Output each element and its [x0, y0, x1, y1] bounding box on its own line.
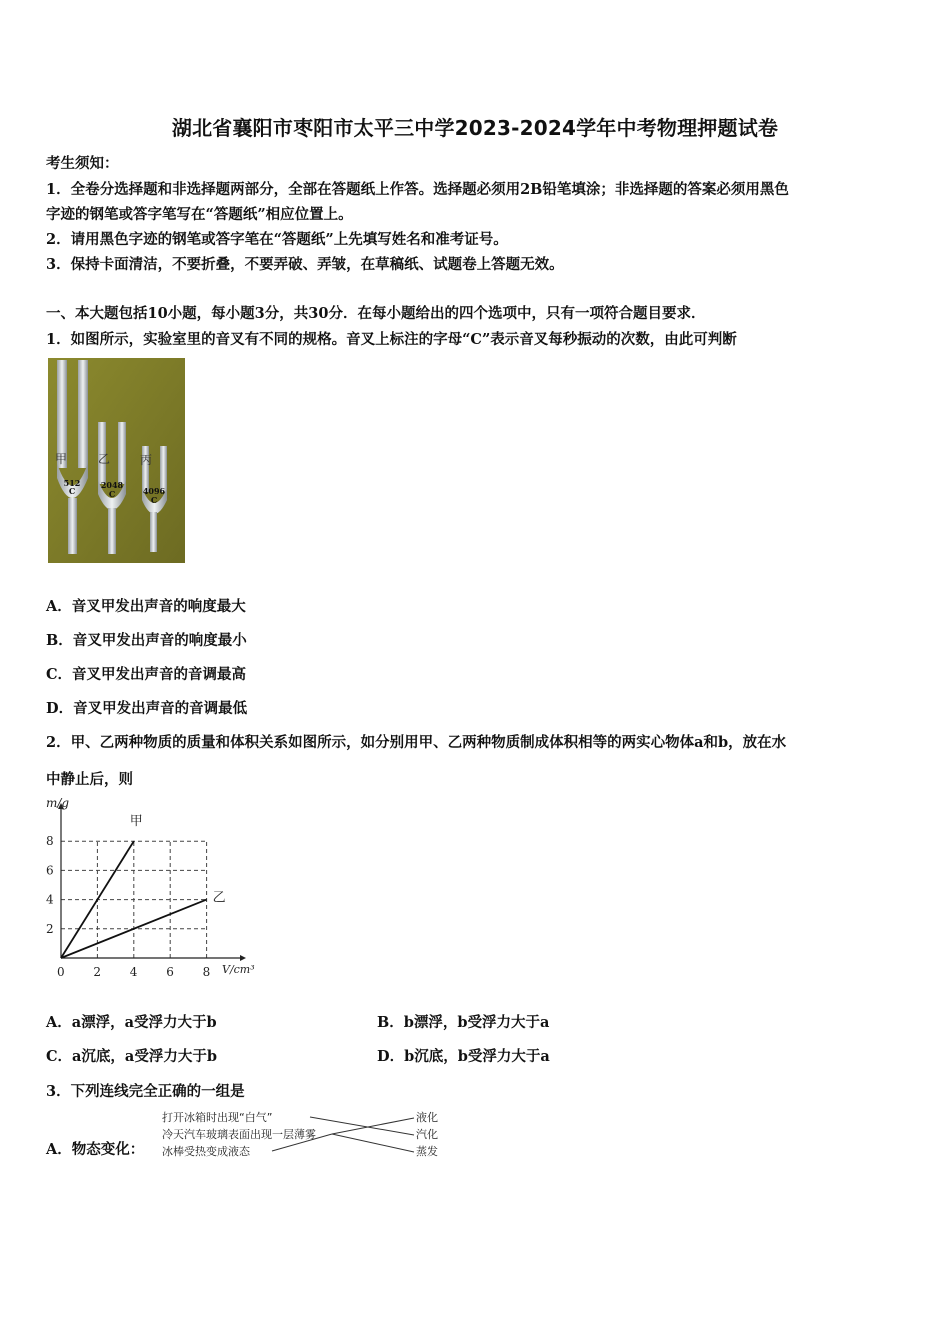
q2-stem-cont: 中静止后，则 — [46, 771, 133, 788]
right-item-1: 液化 — [416, 1111, 438, 1124]
right-item-2: 汽化 — [416, 1128, 438, 1141]
y-tick-label-2: 2 — [46, 921, 54, 936]
x-tick-label-4: 4 — [129, 965, 138, 979]
left-item-1: 打开冰箱时出现“白气” — [162, 1111, 273, 1124]
x-axis-arrow — [240, 955, 246, 961]
q1-stem: 1．如图所示，实验室里的音叉有不同的规格。音叉上标注的字母“C”表示音叉每秒振动的次数，由此可判断 — [46, 331, 737, 348]
q2-stem: 2．甲、乙两种物质的质量和体积关系如图所示，如分别用甲、乙两种物质制成体积相等的两实心物体a和b，放在水 — [46, 734, 787, 751]
connector-line-4 — [332, 1134, 414, 1152]
series-label-1: 甲 — [129, 814, 143, 830]
tuning-fork-photo — [48, 358, 185, 563]
mass-volume-chart — [40, 795, 265, 985]
fork-yi-freq: 2048 — [100, 480, 124, 490]
q2-option-a: A．a漂浮，a受浮力大于b — [46, 1014, 217, 1031]
x-tick-label-0: 0 — [57, 965, 65, 979]
notice-item-2: 2．请用黑色字迹的钢笔或答字笔在“答题纸”上先填写姓名和准考证号。 — [46, 231, 508, 248]
notice-heading: 考生须知： — [46, 155, 119, 172]
page-title: 湖北省襄阳市枣阳市太平三中学2023-2024学年中考物理押题试卷 — [171, 116, 779, 140]
q2-option-d: D．b沉底，b受浮力大于a — [377, 1048, 550, 1065]
q2-option-b: B．b漂浮，b受浮力大于a — [377, 1014, 550, 1031]
left-item-3: 冰棒受热变成液态 — [162, 1145, 250, 1158]
y-tick-label-4: 4 — [46, 892, 54, 907]
q1-option-c: C．音叉甲发出声音的音调最高 — [46, 666, 247, 683]
fork-bing-freq: 4096 — [142, 486, 166, 496]
x-axis-label: V/cm³ — [222, 963, 255, 976]
x-tick-label-8: 8 — [202, 965, 211, 979]
fork-jia-freq: 512 — [63, 478, 81, 488]
chart-grid — [61, 841, 207, 958]
fork-bing-letter: C — [150, 495, 158, 505]
matching-diagram — [160, 1106, 450, 1162]
notice-item-1-cont: 字迹的钢笔或答字笔写在“答题纸”相应位置上。 — [46, 206, 353, 223]
y-tick-label-8: 8 — [46, 834, 54, 849]
q3-option-a-label: A．物态变化： — [46, 1141, 145, 1158]
fork-bing-name: 丙 — [140, 453, 153, 467]
y-tick-label-6: 6 — [46, 863, 54, 878]
q1-option-d: D．音叉甲发出声音的音调最低 — [46, 700, 248, 717]
fork-yi-name: 乙 — [98, 452, 111, 466]
connector-line-2 — [332, 1118, 414, 1134]
series-label-2: 乙 — [212, 890, 226, 906]
x-tick-label-6: 6 — [166, 965, 174, 979]
connector-line-1 — [310, 1117, 414, 1135]
left-item-2: 冷天汽车玻璃表面出现一层薄雾 — [162, 1128, 316, 1141]
y-axis-label: m/g — [46, 796, 70, 810]
x-tick-label-2: 2 — [93, 965, 102, 979]
q2-option-c: C．a沉底，a受浮力大于b — [46, 1048, 217, 1065]
section-heading: 一、本大题包括10小题，每小题3分，共30分．在每小题给出的四个选项中，只有一项符合题目要求． — [46, 305, 706, 322]
q1-option-a: A．音叉甲发出声音的响度最大 — [46, 598, 246, 615]
right-item-3: 蒸发 — [416, 1145, 438, 1158]
q1-option-b: B．音叉甲发出声音的响度最小 — [46, 632, 247, 649]
notice-item-3: 3．保持卡面清洁，不要折叠，不要弄破、弄皱，在草稿纸、试题卷上答题无效。 — [46, 256, 564, 273]
fork-yi-letter: C — [108, 489, 116, 499]
q3-stem: 3．下列连线完全正确的一组是 — [46, 1083, 245, 1100]
fork-jia-name: 甲 — [55, 452, 68, 466]
fork-jia-letter: C — [68, 486, 76, 496]
notice-item-1: 1．全卷分选择题和非选择题两部分，全部在答题纸上作答。选择题必须用2B铅笔填涂；非选择题的答案必须用黑色 — [46, 181, 789, 198]
